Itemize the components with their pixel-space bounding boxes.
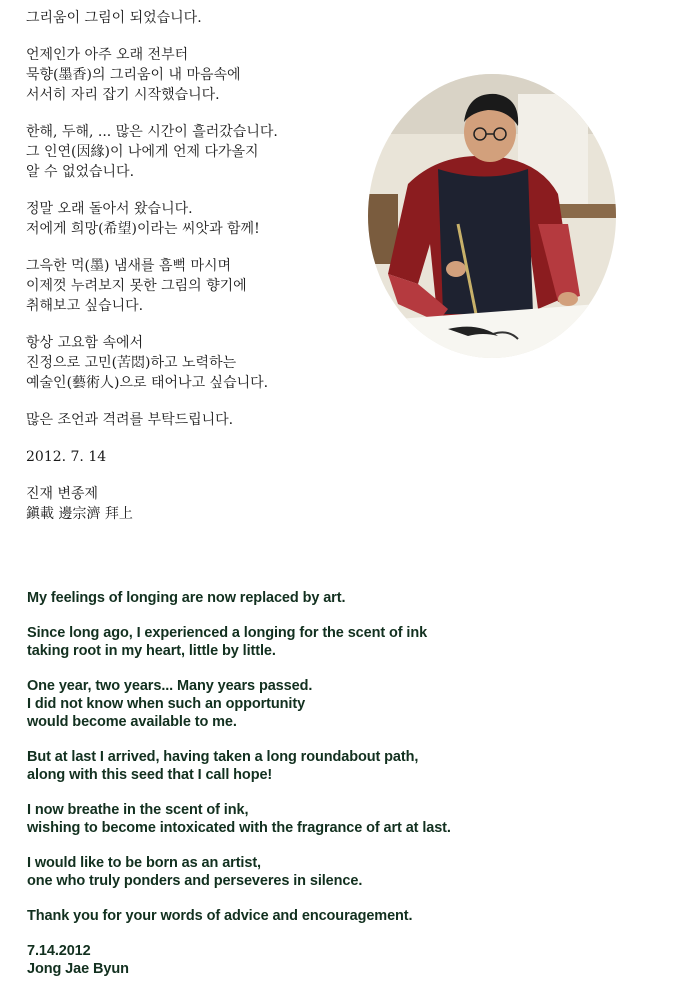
english-paragraph	[27, 854, 677, 890]
korean-line: 묵향(墨香)의 그리움이 내 마음속에	[26, 67, 241, 83]
korean-line: 이제껏 누려보지 못한 그림의 향기에	[26, 278, 247, 294]
english-line: I would like to be born as an artist,	[27, 855, 261, 871]
korean-line: 항상 고요함 속에서	[26, 335, 144, 351]
english-paragraph	[27, 589, 677, 607]
calligraphy-artist-photo	[368, 74, 616, 358]
korean-signature-name: 진재 변종제	[26, 486, 99, 502]
korean-signature	[26, 484, 376, 524]
korean-line: 언제인가 아주 오래 전부터	[26, 47, 189, 63]
korean-line: 진정으로 고민(苦悶)하고 노력하는	[26, 355, 237, 371]
korean-paragraph	[26, 333, 376, 393]
korean-paragraph	[26, 410, 376, 430]
korean-paragraph	[26, 45, 376, 105]
hanja-signature-name: 鎭載 邊宗濟 拜上	[26, 506, 133, 522]
english-date: 7.14.2012	[27, 943, 91, 959]
english-line: Since long ago, I experienced a longing for the scent of ink	[27, 625, 428, 641]
korean-line: 많은 조언과 격려를 부탁드립니다.	[26, 412, 234, 428]
korean-line: 한해, 두해, ... 많은 시간이 흘러갔습니다.	[26, 124, 278, 140]
english-name: Jong Jae Byun	[27, 961, 129, 977]
english-line: But at last I arrived, having taken a long roundabout path,	[27, 749, 419, 765]
korean-paragraph	[26, 199, 376, 239]
korean-line: 그윽한 먹(墨) 냄새를 흠뻑 마시며	[26, 258, 232, 274]
photo-illustration	[368, 74, 616, 358]
english-line: along with this seed that I call hope!	[27, 767, 273, 783]
korean-line: 서서히 자리 잡기 시작했습니다.	[26, 87, 220, 103]
korean-line: 정말 오래 돌아서 왔습니다.	[26, 201, 193, 217]
korean-line: 알 수 없었습니다.	[26, 164, 135, 180]
korean-line: 그리움이 그림이 되었습니다.	[26, 10, 202, 26]
korean-paragraph	[26, 256, 376, 316]
english-paragraph	[27, 748, 677, 784]
english-line: I did not know when such an opportunity	[27, 696, 306, 712]
english-paragraph	[27, 801, 677, 837]
korean-paragraph	[26, 8, 376, 28]
english-line: My feelings of longing are now replaced by art.	[27, 590, 346, 606]
english-paragraph	[27, 907, 677, 925]
korean-line: 취해보고 싶습니다.	[26, 298, 144, 314]
korean-letter	[26, 8, 376, 541]
english-signature	[27, 942, 677, 978]
english-line: would become available to me.	[27, 714, 237, 730]
english-line: Thank you for your words of advice and encouragement.	[27, 908, 413, 924]
english-line: one who truly ponders and perseveres in silence.	[27, 873, 363, 889]
korean-paragraph	[26, 122, 376, 182]
english-line: wishing to become intoxicated with the fragrance of art at last.	[27, 820, 451, 836]
english-line: taking root in my heart, little by little.	[27, 643, 276, 659]
english-letter	[27, 589, 677, 978]
korean-line: 그 인연(因緣)이 나에게 언제 다가올지	[26, 144, 259, 160]
english-line: One year, two years... Many years passed.	[27, 678, 313, 694]
english-paragraph	[27, 624, 677, 660]
korean-line: 예술인(藝術人)으로 태어나고 싶습니다.	[26, 375, 269, 391]
korean-line: 저에게 희망(希望)이라는 씨앗과 함께!	[26, 221, 260, 237]
english-line: I now breathe in the scent of ink,	[27, 802, 249, 818]
english-paragraph	[27, 677, 677, 731]
korean-date: 2012. 7. 14	[26, 449, 107, 465]
